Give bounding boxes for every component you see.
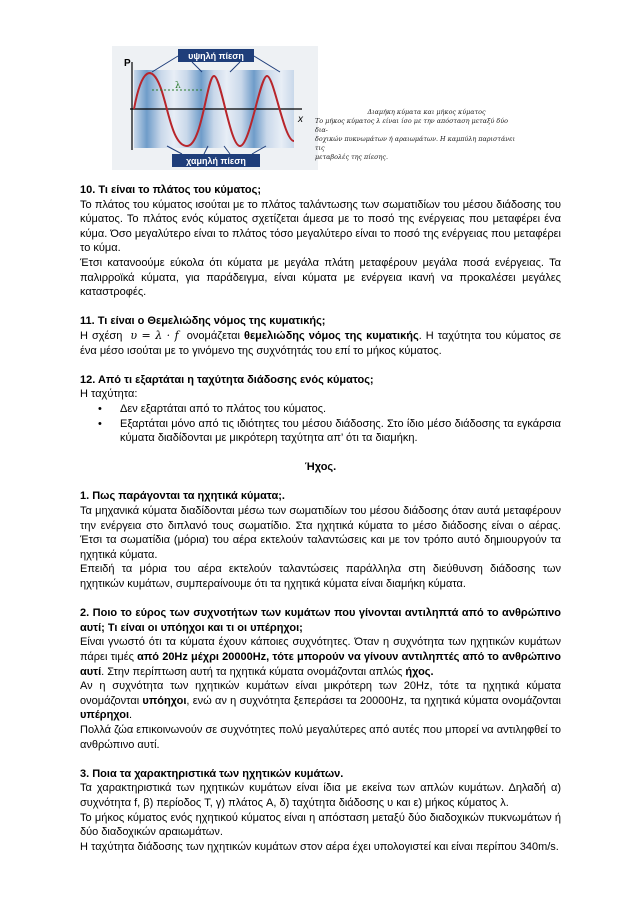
- text-span: Είναι γνωστό ότι τα κύματα έχουν κάποιες συχνότητες. Όταν η συχνότητα των ηχητικών κυμάτων πάρει τιμές: [80, 636, 561, 663]
- axis-x-label: x: [298, 114, 303, 125]
- formula: υ = λ · f: [130, 328, 179, 342]
- text-span: Αν η συχνότητα των ηχητικών κυμάτων είναι μικρότερη των 20Hz, τότε τα ηχητικά κύματα ονομάζονται: [80, 680, 561, 707]
- paragraph: Τα χαρακτηριστικά των ηχητικών κυμάτων είναι ίδια με εκείνα των απλών κυμάτων. Δηλαδή α) συχνότητα f, β) περίοδος T, γ) πλάτος A, δ) ταχύτητα διάδοσης υ και ε) μήκος κύματος λ.: [80, 782, 561, 809]
- text-span: .: [129, 709, 133, 722]
- text-span: . Στην περίπτωση αυτή τα ηχητικά κύματα ονομάζονται απλώς: [101, 665, 406, 678]
- text-span: , ενώ αν η συχνότητα ξεπεράσει τα 20000Hz, τα ηχητικά κύματα ονομάζονται: [186, 694, 561, 707]
- bullet-list: [80, 402, 561, 446]
- section-title: Ήχος.: [304, 461, 337, 474]
- paragraph: Επειδή τα μόρια του αέρα εκτελούν ταλαντώσεις παράλληλα στη διεύθυνση διάδοσης των ηχητικών κυμάτων, συμπεραίνουμε ότι τα ηχητικά κύματα είναι διαμήκη κύματα.: [80, 563, 561, 591]
- figure-caption: [315, 108, 520, 162]
- paragraph: Πολλά ζώα επικοινωνούν σε συχνότητες πολύ μεγαλύτερες από αυτές που μπορεί να αντιληφθεί το ανθρώπινο αυτί.: [80, 723, 561, 751]
- paragraph: Η ταχύτητα:: [80, 388, 138, 401]
- paragraph: Τα μηχανικά κύματα διαδίδονται μέσω των σωματιδίων του μέσου διάδοσης όταν αυτά μεταφέρουν την ενέργεια στο διπλανό τους σωματίδιο. Στα ηχητικά κύματα το μέσο διάδοσης είναι ο αέρας. Έτσι τα σωματίδια (μόρια) του αέρα εκτελούν ταλαντώσεις και με τον τρόπο αυτό δημιουργούν τα ηχητικά κύματα.: [80, 505, 561, 561]
- list-item-text: Εξαρτάται μόνο από τις ιδιότητες του μέσου διάδοσης. Στο ίδιο μέσο διάδοσης τα εγκάρσια κύματα διαδίδονται με μικρότερη ταχύτητα απ’ ότι τα διαμήκη.: [120, 417, 561, 445]
- bold-term: από 20Hz μέχρι 20000Hz, τότε μπορούν να γίνουν αντιληπτές από το ανθρώπινο αυτί: [80, 651, 561, 678]
- heading-s11: 11. Τι είναι ο Θεμελιώδης νόμος της κυματικής;: [80, 315, 326, 328]
- caption-line: Το μήκος κύματος λ είναι ίσο με την απόσταση μεταξύ δύο δια-: [315, 117, 508, 134]
- lambda-label: λ: [175, 81, 181, 91]
- paragraph-infra-ultra: [80, 679, 561, 723]
- paragraph: Το πλάτος του κύματος ισούται με το πλάτος ταλάντωσης των σωματιδίων του μέσου διάδοσης του κύματος. Το πλάτος ενός κύματος σχετίζεται άμεσα με το ποσό της ενέργειας που μεταφέρει ένα κύμα. Όσο μεγαλύτερο είναι το πλάτος τόσο μεγαλύτερο είναι το ποσό της ενέργειας που μεταφέρει το κύμα.: [80, 198, 561, 255]
- bold-term: υπέρηχοι: [80, 709, 130, 722]
- caption-line: μεταβολές της πίεσης.: [315, 153, 388, 161]
- low-pressure-label: χαμηλή πίεση: [186, 156, 246, 166]
- axis-p-label: P: [124, 58, 131, 69]
- caption-line: δοχικών πυκνωμάτων ή αραιωμάτων. Η καμπύλη παριστάνει τις: [315, 135, 516, 152]
- bold-term: ήχος.: [405, 665, 434, 678]
- text-span: ονομάζεται: [186, 329, 240, 342]
- bold-term: υπόηχοι: [142, 694, 187, 707]
- list-item: [98, 402, 561, 417]
- heading-q2: 2. Ποιο το εύρος των συχνοτήτων των κυμάτων που γίνονται αντιληπτά από το ανθρώπινο αυτί; Τι είναι οι υπόηχοι και τι οι υπέρηχοι;: [80, 607, 561, 634]
- wave-diagram: [112, 46, 318, 170]
- heading-q1: 1. Πως παράγονται τα ηχητικά κύματα;.: [80, 490, 285, 503]
- paragraph-frequency-range: [80, 635, 561, 679]
- text-span: Η σχέση: [80, 329, 123, 342]
- paragraph: Το μήκος κύματος ενός ηχητικού κύματος είναι η απόσταση μεταξύ δύο διαδοχικών πυκνωμάτων ή δύο διαδοχικών αραιωμάτων.: [80, 811, 561, 839]
- text-span: . Η ταχύτητα του κύματος σε ένα μέσο ισούται με το γινόμενο της συχνότητάς του επί το μήκος κύματος.: [80, 329, 561, 357]
- bullet-icon: •: [98, 402, 102, 415]
- paragraph: Η ταχύτητα διάδοσης των ηχητικών κυμάτων στον αέρα έχει υπολογιστεί και είναι περίπου 340m/s.: [80, 840, 559, 853]
- list-item: [98, 417, 561, 446]
- paragraph-fundamental-law: [80, 329, 561, 358]
- bullet-icon: •: [98, 417, 102, 430]
- paragraph: Έτσι κατανοούμε εύκολα ότι κύματα με μεγάλα πλάτη μεταφέρουν μεγάλα ποσά ενέργειας. Τα παλιρροϊκά κύματα, για παράδειγμα, είναι κύματα με ενέργεια ικανή να προκαλέσει μεγάλες καταστροφές.: [80, 256, 561, 299]
- wave-figure: [112, 46, 318, 170]
- document-body: [80, 183, 561, 854]
- heading-s10: 10. Τι είναι το πλάτος του κύματος;: [80, 184, 262, 196]
- bold-term: θεμελιώδης νόμος της κυματικής: [244, 329, 419, 342]
- high-pressure-label: υψηλή πίεση: [188, 51, 244, 61]
- heading-q3: 3. Ποια τα χαρακτηριστικά των ηχητικών κυμάτων.: [80, 767, 344, 780]
- list-item-text: Δεν εξαρτάται από το πλάτος του κύματος.: [120, 402, 327, 415]
- heading-s12: 12. Από τι εξαρτάται η ταχύτητα διάδοσης ενός κύματος;: [80, 373, 374, 386]
- caption-title: Διαμήκη κύματα και μήκος κύματος: [367, 108, 486, 116]
